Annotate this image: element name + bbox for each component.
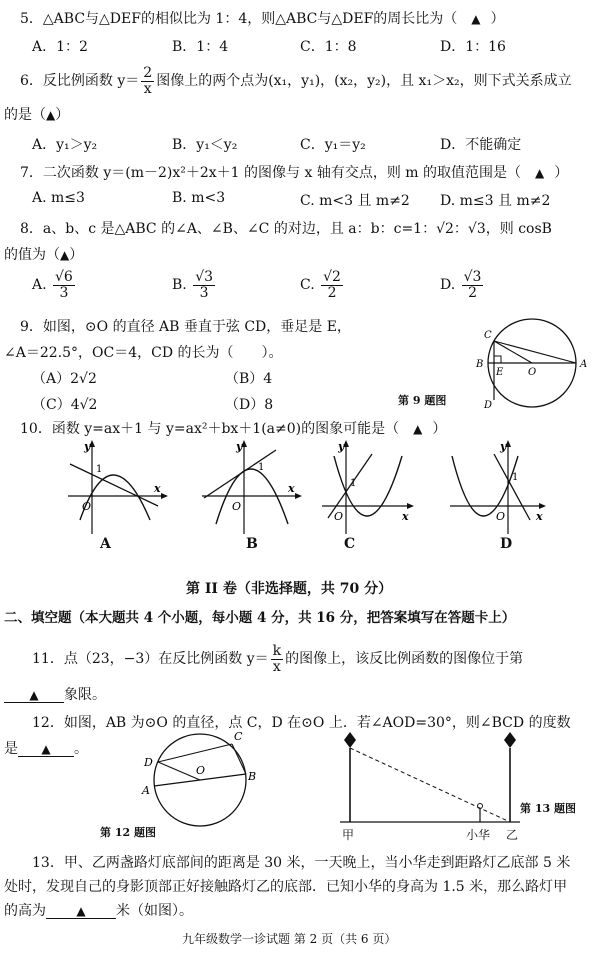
q9-option-a: （A）2√2 — [32, 371, 97, 387]
x-label: x — [402, 510, 409, 523]
q8-b-num: √3 — [195, 269, 214, 285]
q11-stem-a: 11．点（23，−3）在反比例函数 y＝ — [32, 651, 269, 668]
answer-mark: ▲ — [471, 12, 481, 26]
q8-b-den: 3 — [199, 284, 209, 301]
q11-frac-den: x — [272, 658, 281, 675]
q13-stem: 13．甲、乙两盏路灯底部间的距离是 30 米，一天晚上，当小华走到距路灯乙底部 5 米 — [32, 855, 571, 871]
x-label: x — [288, 482, 295, 495]
q9-option-d: （D）8 — [225, 397, 274, 413]
q5-stem — [20, 8, 505, 28]
q8-a-num: √6 — [55, 269, 73, 285]
q12-label-o: O — [196, 764, 206, 777]
x-axis-arrow — [295, 493, 302, 499]
q10-label-c: C — [344, 536, 356, 552]
part2-heading: 二、填空题（本大题共 4 个小题，每小题 4 分，共 16 分，把答案填写在答题卡上） — [4, 610, 516, 626]
q6-stem-c: 的是（ — [4, 107, 46, 123]
q13-line2: 处时，发现自己的身影顶部正好接触路灯乙的底部．已知小华的身高为 1.5 米，那么路灯甲 — [4, 879, 568, 895]
q11-stem-b: 的图像上，该反比例函数的图像位于第 — [285, 651, 524, 668]
q10-graph-b — [196, 436, 308, 546]
q5-option-c: C．1：8 — [300, 39, 357, 55]
q9-label-a: A — [580, 359, 588, 370]
q7-stem — [20, 162, 568, 182]
q10-label-d: D — [500, 536, 513, 552]
q12-segment-od — [158, 762, 200, 780]
q9-figure — [470, 308, 598, 412]
q11-tail: 象限。 — [64, 687, 106, 703]
q9-option-b: （B）4 — [225, 371, 273, 387]
x-label: x — [154, 482, 161, 495]
q10-graph-d — [444, 436, 556, 546]
origin-label: O — [82, 500, 92, 513]
q8-option-b — [172, 270, 217, 300]
q13-figure — [330, 726, 530, 832]
q7-option-d: D. m≤3 且 m≠2 — [440, 193, 551, 209]
q7-option-c: C. m<3 且 m≠2 — [300, 193, 410, 209]
q12-label-b: B — [248, 770, 257, 783]
q8-stem: 8．a、b、c 是△ABC 的∠A、∠B、∠C 的对边，且 a：b：c=1：√2：√3，则 cosB — [20, 221, 552, 237]
q13-label-xiaohua: 小华 — [466, 828, 491, 842]
q12-label-d: D — [144, 756, 153, 769]
q9-stem-line2: ∠A＝22.5°，OC＝4，CD 的长为（ ）。 — [4, 345, 283, 361]
q11-fraction — [271, 644, 283, 674]
q6-stem-b: 图像上的两个点为(x₁，y₁)，(x₂，y₂)，且 x₁＞x₂，则下式关系成立 — [156, 73, 572, 90]
q6-close: ） — [55, 107, 70, 123]
q7-option-b: B. m<3 — [172, 190, 226, 206]
q10-graph-a — [62, 436, 174, 546]
parabola — [334, 456, 402, 516]
lamp-yi-icon — [504, 732, 516, 748]
q5-option-d: D．1：16 — [440, 39, 506, 55]
q13-answer-blank: ▲ — [46, 904, 116, 919]
lamp-jia-icon — [344, 732, 356, 748]
q6-option-b: B．y₁＜y₂ — [172, 137, 238, 153]
y-label: y — [500, 440, 507, 453]
q9-label-c: C — [484, 330, 492, 341]
q11-frac-num: k — [272, 643, 282, 659]
q10-stem — [20, 418, 446, 438]
q7-option-a: A. m≤3 — [32, 190, 85, 206]
q13-caption: 第 13 题图 — [520, 802, 576, 815]
answer-mark: ▲ — [413, 422, 423, 436]
q8-stem-b: 的值为（ — [4, 247, 60, 263]
q12-answer-blank: ▲ — [18, 742, 74, 757]
y-label: y — [84, 440, 91, 453]
q8-a-den: 3 — [59, 284, 69, 301]
q8-option-b-label: B. — [172, 277, 187, 294]
q5-close: ） — [490, 11, 505, 27]
q5-option-b: B．1：4 — [172, 39, 229, 55]
q9-label-b: B — [476, 359, 484, 370]
q8-option-d — [440, 270, 485, 300]
y-label: y — [338, 440, 345, 453]
q6-frac-num: 2 — [143, 65, 153, 81]
q8-option-c-fraction — [321, 270, 343, 300]
q13-stem-c: 的高为 — [4, 903, 46, 919]
x-axis-arrow — [161, 493, 168, 499]
x-axis-arrow — [407, 503, 414, 509]
q8-option-a-label: A. — [32, 277, 47, 294]
q12-label-a: A — [142, 784, 150, 797]
q8-option-c — [300, 270, 345, 300]
q8-c-den: 2 — [327, 284, 337, 301]
q10-label-b: B — [246, 536, 258, 552]
x-label: x — [536, 510, 543, 523]
q9-segment-oc — [494, 341, 532, 363]
x-axis-arrow — [539, 503, 546, 509]
intercept-label: 1 — [258, 462, 265, 473]
page-footer: 九年级数学一诊试题 第 2 页（共 6 页） — [182, 932, 397, 946]
intercept-label: 1 — [350, 478, 357, 489]
q6-fraction — [141, 66, 154, 96]
intercept-label: 1 — [512, 472, 519, 483]
q10-label-a: A — [100, 536, 111, 552]
q12-line2 — [4, 738, 88, 758]
q12-stem: 12．如图，AB 为⊙O 的直径，点 C，D 在⊙O 上．若∠AOD=30°，则∠BCD 的度数 — [32, 715, 571, 731]
q9-stem: 9．如图，⊙O 的直径 AB 垂直于弦 CD，垂足是 E， — [20, 319, 351, 335]
light-ray — [350, 748, 510, 822]
q11-line2 — [4, 684, 106, 704]
q5-stem-text: 5．△ABC与△DEF的相似比为 1：4，则△ABC与△DEF的周长比为（ — [20, 11, 458, 27]
q6-stem-a: 6．反比例函数 y＝ — [20, 73, 140, 90]
origin-label: O — [232, 500, 242, 513]
q6-option-c: C．y₁＝y₂ — [300, 137, 366, 153]
q8-d-den: 2 — [468, 284, 478, 301]
q10-close: ） — [432, 421, 447, 437]
q8-d-num: √3 — [463, 269, 482, 285]
q8-option-c-label: C. — [300, 277, 315, 294]
q9-label-e: E — [496, 367, 504, 378]
q6-stem — [20, 66, 572, 96]
q7-stem-text: 7．二次函数 y＝(m－2)x²＋2x＋1 的图像与 x 轴有交点，则 m 的取值范围是（ — [20, 165, 522, 181]
q11-stem — [32, 644, 523, 674]
q13-label-jia: 甲 — [342, 828, 355, 842]
intercept-label: 1 — [96, 464, 103, 475]
q8-close: ） — [69, 247, 84, 263]
q9-caption: 第 9 题图 — [398, 394, 447, 407]
line-graph — [204, 450, 276, 498]
answer-mark: ▲ — [46, 108, 56, 122]
q9-label-o: O — [528, 367, 537, 378]
q9-label-d: D — [484, 400, 493, 411]
q8-option-b-fraction — [193, 270, 215, 300]
q5-option-a: A．1：2 — [32, 39, 88, 55]
q12-caption: 第 12 题图 — [100, 826, 156, 839]
q6-option-a: A．y₁＞y₂ — [32, 137, 98, 153]
q12-tail: 。 — [74, 741, 88, 757]
answer-mark: ▲ — [60, 248, 70, 262]
q8-stem-line2 — [4, 244, 83, 264]
q10-stem-text: 10．函数 y=ax＋1 与 y=ax²＋bx＋1(a≠0)的图象可能是（ — [20, 421, 400, 437]
section-title: 第 II 卷（非选择题，共 70 分） — [186, 581, 393, 597]
q6-stem-line2 — [4, 104, 69, 124]
q8-c-num: √2 — [323, 269, 341, 285]
q6-frac-den: x — [143, 80, 152, 97]
y-label: y — [236, 440, 243, 453]
q13-label-yi: 乙 — [506, 828, 519, 842]
q8-option-d-label: D. — [440, 277, 456, 294]
q13-line3 — [4, 900, 193, 920]
q8-option-d-fraction — [462, 270, 484, 300]
q8-option-a — [32, 270, 77, 300]
q12-stem-b: 是 — [4, 741, 18, 757]
q6-option-d: D．不能确定 — [440, 137, 522, 153]
q12-label-c: C — [234, 730, 243, 743]
q12-figure — [136, 726, 268, 830]
q9-option-c: （C）4√2 — [32, 397, 98, 413]
q13-tail: 米（如图）。 — [116, 903, 193, 919]
origin-label: O — [334, 510, 344, 523]
q8-option-a-fraction — [53, 270, 75, 300]
answer-mark: ▲ — [535, 166, 545, 180]
q11-answer-blank: ▲ — [4, 688, 64, 703]
q10-graph-c — [316, 436, 428, 546]
origin-label: O — [496, 510, 506, 523]
q12-chord-cb — [232, 744, 246, 774]
q9-right-angle — [494, 356, 501, 363]
q9-segment-ac — [494, 341, 576, 363]
q7-close: ） — [554, 165, 569, 181]
